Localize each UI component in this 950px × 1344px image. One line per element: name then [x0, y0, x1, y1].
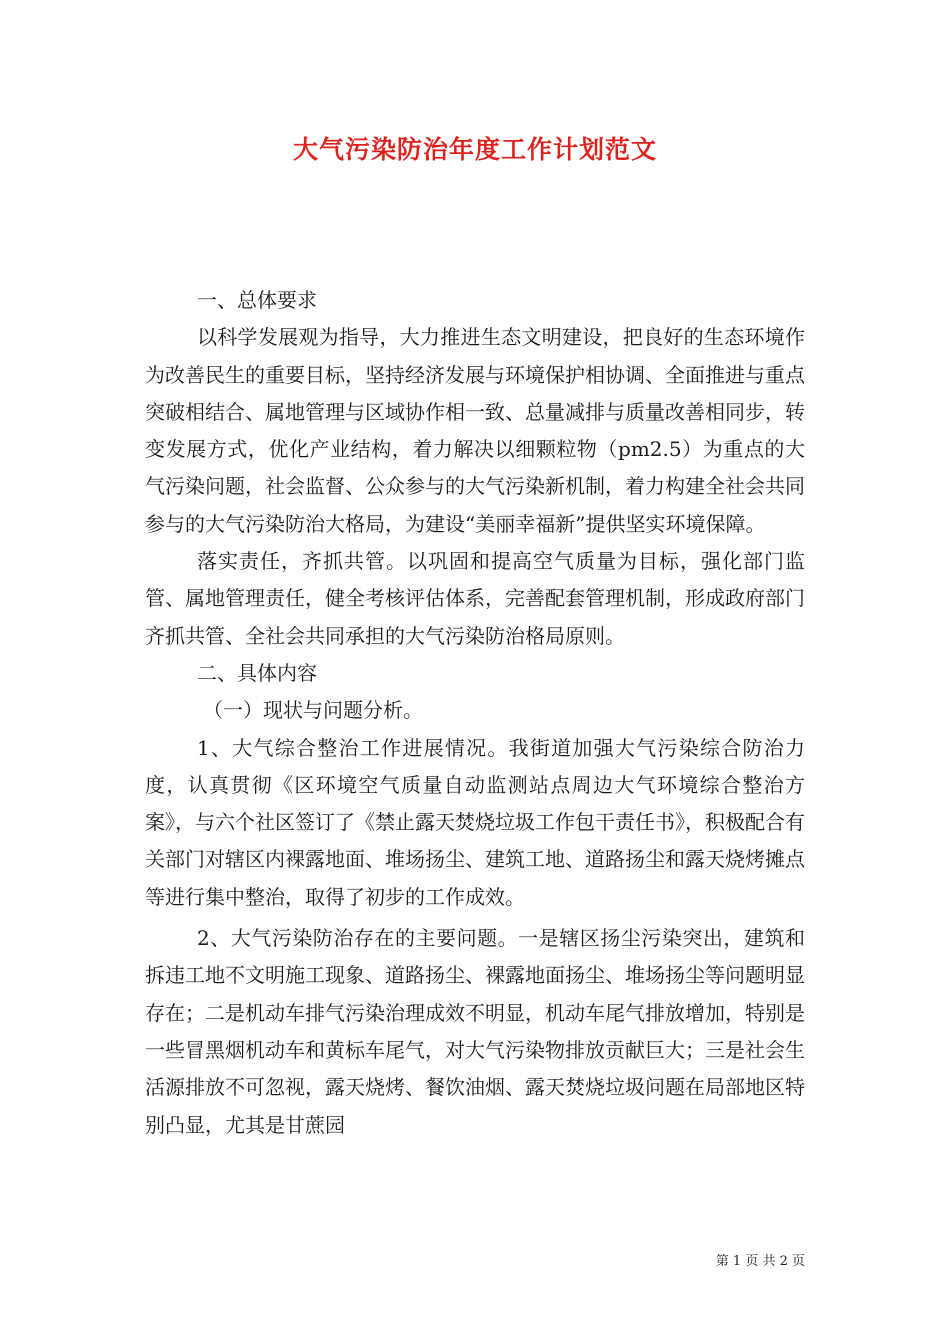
section-heading-specific-content: 二、具体内容 — [197, 660, 317, 685]
document-title: 大气污染防治年度工作计划范文 — [292, 135, 657, 164]
paragraph-responsibility: 落实责任，齐抓共管。以巩固和提高空气质量为目标，强化部门监管、属地管理责任，健全考核评估体系，完善配套管理机制，形成政府部门齐抓共管、全社会共同承担的大气污染防治格局原则。 — [145, 549, 805, 648]
paragraph-progress: 1、大气综合整治工作进展情况。我街道加强大气污染综合防治力度，认真贯彻《区环境空气质量自动监测站点周边大气环境综合整治方案》，与六个社区签订了《禁止露天焚烧垃圾工作包干责任书》，积极配合有关部门对辖区内裸露地面、堆场扬尘、建筑工地、道路扬尘和露天烧烤摊点等进行集中整治，取得了初步的工作成效。 — [145, 735, 805, 909]
section-heading-general-requirements: 一、总体要求 — [197, 288, 317, 312]
paragraph-main-problems: 2、大气污染防治存在的主要问题。一是辖区扬尘污染突出，建筑和拆违工地不文明施工现象、道路扬尘、裸露地面扬尘、堆场扬尘等问题明显存在；二是机动车排气污染治理成效不明显，机动车尾气排放增加，特别是一些冒黑烟机动车和黄标车尾气，对大气污染物排放贡献巨大；三是社会生活源排放不可忽视，露天烧烤、餐饮油烟、露天焚烧垃圾问题在局部地区特别凸显，尤其是甘蔗园 — [145, 926, 805, 1137]
page-number-footer: 第 1 页 共 2 页 — [715, 1254, 805, 1269]
subsection-heading-status-analysis: （一）现状与问题分析。 — [203, 698, 423, 723]
document-body — [145, 282, 805, 1144]
paragraph-guiding-principle: 以科学发展观为指导，大力推进生态文明建设，把良好的生态环境作为改善民生的重要目标，坚持经济发展与环境保护相协调、全面推进与重点突破相结合、属地管理与区域协作相一致、总量减排与质量改善相同步，转变发展方式，优化产业结构，着力解决以细颗粒物（pm2.5）为重点的大气污染问题，社会监督、公众参与的大气污染新机制，着力构建全社会共同参与的大气污染防治大格局，为建设“美丽幸福新”提供坚实环境保障。 — [145, 325, 805, 536]
